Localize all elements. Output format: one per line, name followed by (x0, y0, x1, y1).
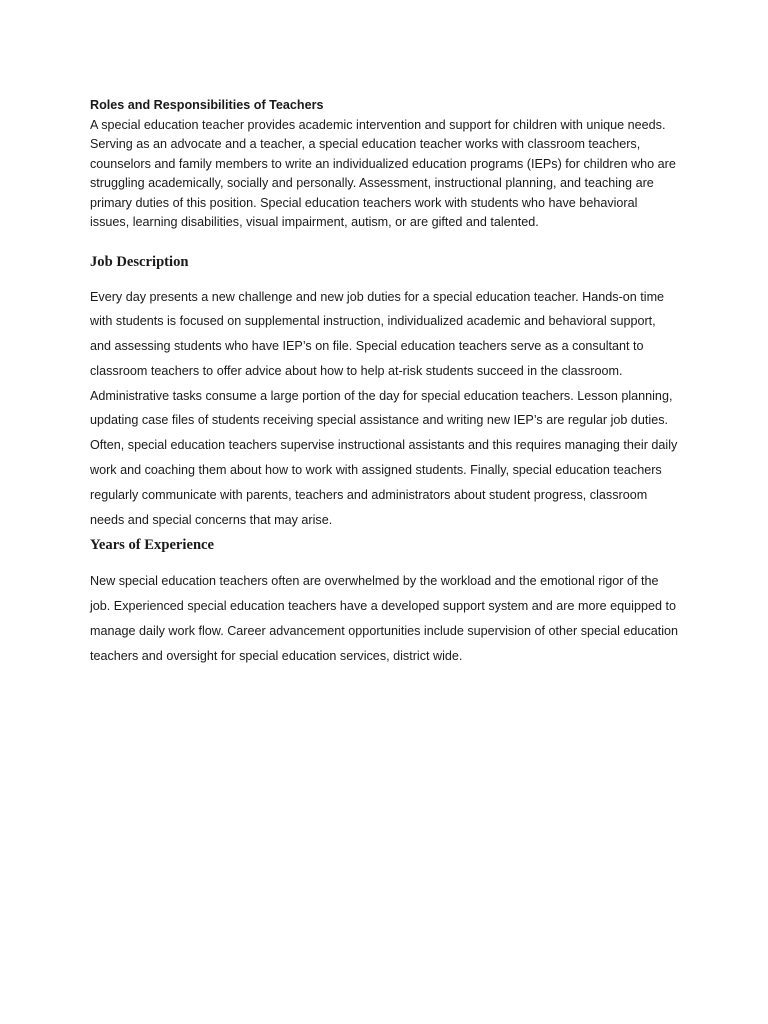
section-body-roles: A special education teacher provides academic intervention and support for children with unique needs. Serving as an advocate and a teacher, a special education teacher works with classroom teachers, counselors and family members to write an individualized education programs (IEPs) for children who are struggling academically, socially and personally. Assessment, instructional planning, and teaching are primary duties of this position. Special education teachers work with students who have behavioral issues, learning disabilities, visual impairment, autism, or are gifted and talented. (90, 117, 676, 229)
section-body-years-of-experience: New special education teachers often are overwhelmed by the workload and the emotional rigor of the job. Experienced special education teachers have a developed support system and are more equipped to manage daily work flow. Career advancement opportunities include supervision of other special education teachers and oversight for special education services, district wide. (90, 574, 679, 663)
section-body-job-description: Every day presents a new challenge and new job duties for a special education teacher. Hands-on time with students is focused on supplemental instruction, individualized academic and behavioral support, and assessing students who have IEP’s on file. Special education teachers serve as a consultant to classroom teachers to offer advice about how to help at-risk students succeed in the classroom. Administrative tasks consume a large portion of the day for special education teachers. Lesson planning, updating case files of students receiving special assistance and writing new IEP’s are regular job duties. Often, special education teachers supervise instructional assistants and this requires managing their daily work and coaching them about how to work with assigned students. Finally, special education teachers regularly communicate with parents, teachers and administrators about student progress, classroom needs and special concerns that may arise. (90, 289, 678, 527)
section-heading-roles: Roles and Responsibilities of Teachers (90, 98, 324, 112)
section-heading-years-of-experience: Years of Experience (90, 537, 215, 554)
document-page (90, 94, 680, 669)
section-heading-job-description: Job Description (90, 253, 189, 270)
